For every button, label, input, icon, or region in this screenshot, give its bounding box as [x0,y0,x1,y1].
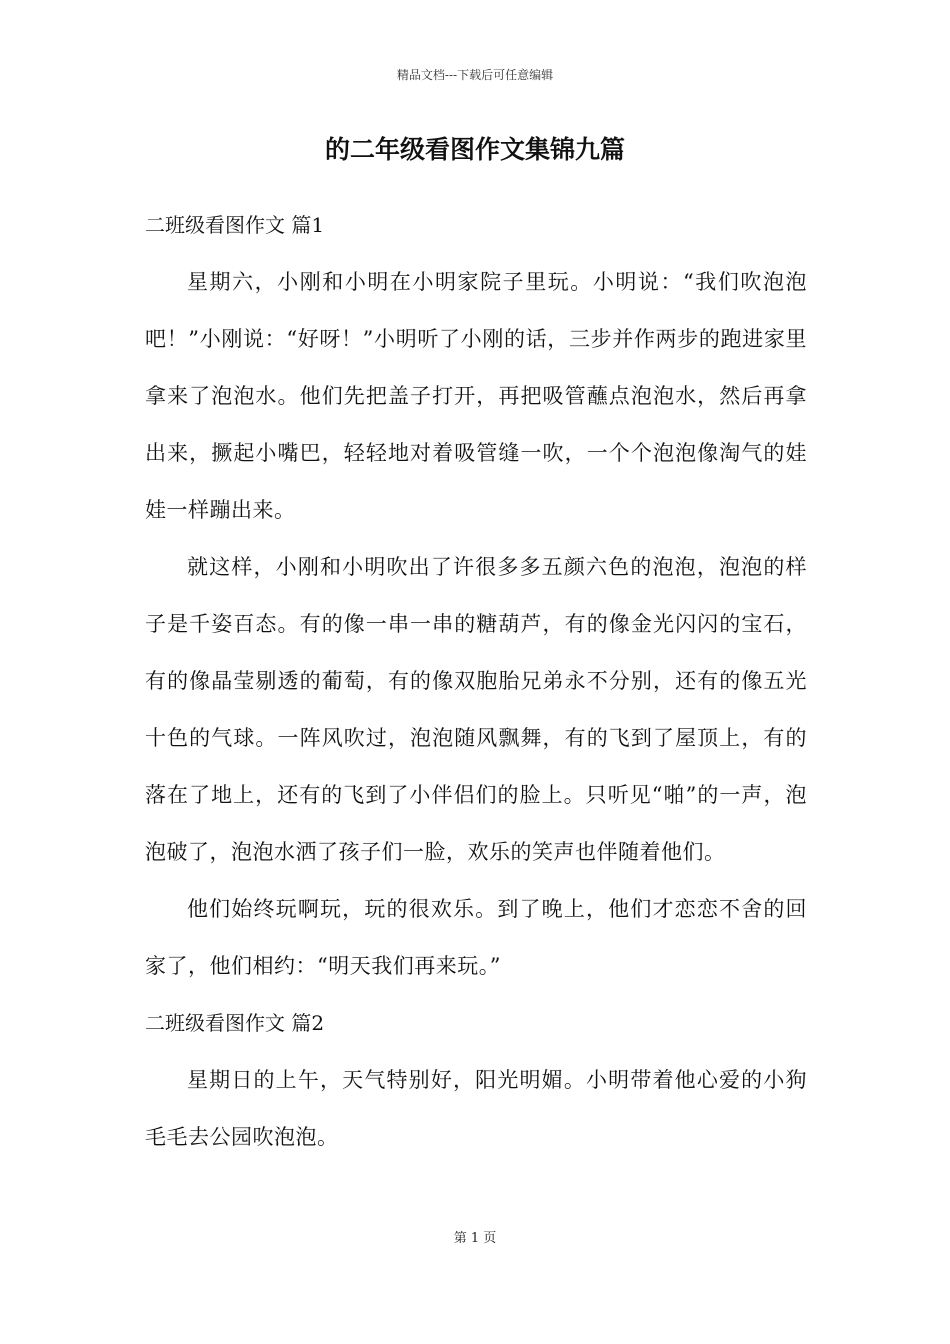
header-note: 精品文档---下载后可任意编辑 [396,68,554,82]
paragraph: 他们始终玩啊玩，玩的很欢乐。到了晚上，他们才恋恋不舍的回家了，他们相约：“明天我们再来玩。” [145,897,807,978]
paragraph: 就这样，小刚和小明吹出了许很多多五颜六色的泡泡，泡泡的样子是千姿百态。有的像一串一串的糖葫芦，有的像金光闪闪的宝石，有的像晶莹剔透的葡萄，有的像双胞胎兄弟永不分别，还有的像五光十色的气球。一阵风吹过，泡泡随风飘舞，有的飞到了屋顶上，有的落在了地上，还有的飞到了小伴侣们的脸上。只听见“啪”的一声，泡泡破了，泡泡水洒了孩子们一脸，欢乐的笑声也伴随着他们。 [145,555,807,864]
section-heading: 二班级看图作文 篇1 [145,213,325,237]
paragraph: 星期六，小刚和小明在小明家院子里玩。小明说：“我们吹泡泡吧！”小刚说：“好呀！”小明听了小刚的话，三步并作两步的跑进家里拿来了泡泡水。他们先把盖子打开，再把吸管蘸点泡泡水，然后再拿出来，撅起小嘴巴，轻轻地对着吸管缝一吹，一个个泡泡像淘气的娃娃一样蹦出来。 [145,270,807,522]
document-title: 的二年级看图作文集锦九篇 [324,135,625,164]
section-heading: 二班级看图作文 篇2 [145,1011,325,1035]
page-number: 第 1 页 [453,1231,497,1246]
document-body [145,197,807,1166]
section-2 [145,995,807,1166]
paragraph: 星期日的上午，天气特别好，阳光明媚。小明带着他心爱的小狗毛毛去公园吹泡泡。 [145,1068,807,1149]
section-1 [145,197,807,995]
